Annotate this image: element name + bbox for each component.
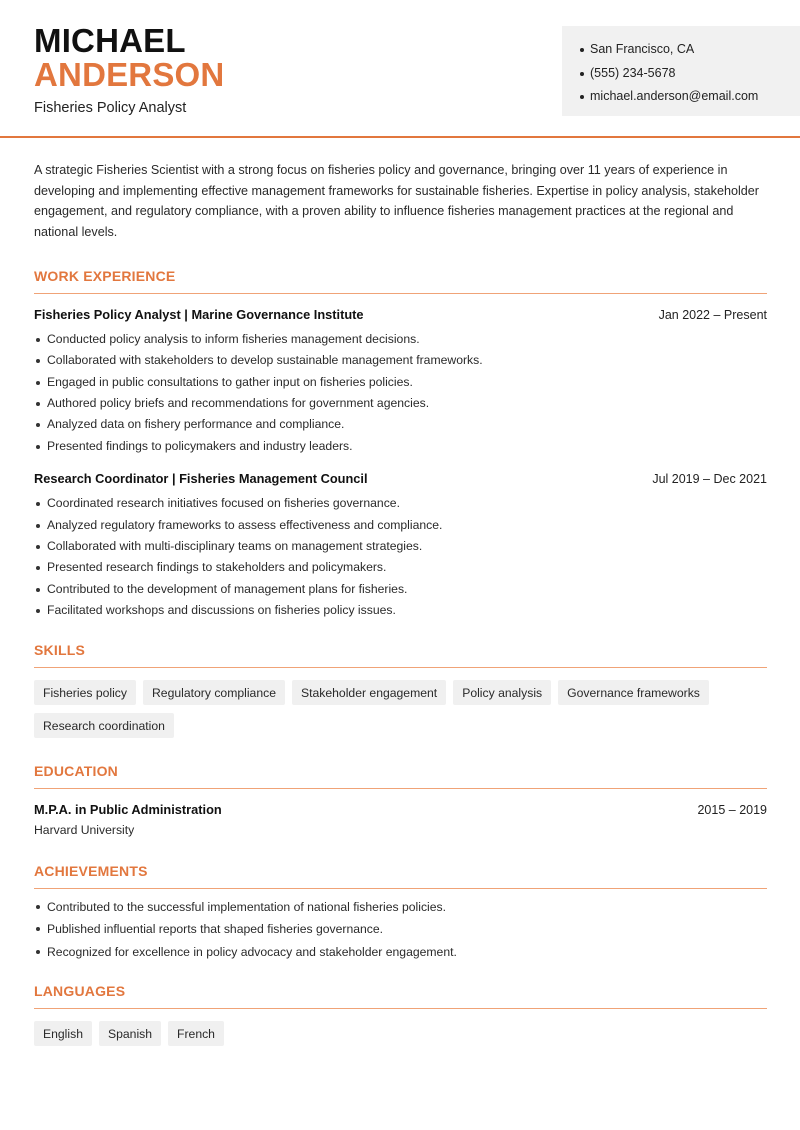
language-chip: Spanish bbox=[99, 1021, 161, 1046]
list-item: Analyzed regulatory frameworks to assess effectiveness and compliance. bbox=[34, 515, 767, 536]
list-item: Recognized for excellence in policy advocacy and stakeholder engagement. bbox=[34, 941, 767, 964]
job-bullets bbox=[34, 493, 767, 621]
list-item: Contributed to the successful implementation of national fisheries policies. bbox=[34, 896, 767, 919]
job-entry bbox=[34, 470, 767, 621]
skill-chip: Stakeholder engagement bbox=[292, 680, 446, 705]
achievements-section bbox=[34, 863, 767, 964]
first-name: MICHAEL bbox=[34, 22, 186, 59]
contact-box bbox=[562, 26, 800, 116]
skill-chip: Regulatory compliance bbox=[143, 680, 285, 705]
list-item: Collaborated with stakeholders to develop sustainable management frameworks. bbox=[34, 350, 767, 371]
language-chip: English bbox=[34, 1021, 92, 1046]
job-dates: Jan 2022 – Present bbox=[658, 307, 767, 322]
skill-chip: Fisheries policy bbox=[34, 680, 136, 705]
job-header bbox=[34, 306, 767, 324]
list-item: Presented research findings to stakeholders and policymakers. bbox=[34, 557, 767, 578]
job-entry bbox=[34, 306, 767, 457]
education-heading: EDUCATION bbox=[34, 763, 767, 789]
list-item: Presented findings to policymakers and industry leaders. bbox=[34, 436, 767, 457]
work-experience-heading: WORK EXPERIENCE bbox=[34, 268, 767, 294]
education-dates: 2015 – 2019 bbox=[697, 802, 767, 817]
job-bullets bbox=[34, 329, 767, 457]
degree: M.P.A. in Public Administration bbox=[34, 801, 222, 817]
work-experience-section bbox=[34, 268, 767, 622]
skill-chip: Governance frameworks bbox=[558, 680, 709, 705]
resume-content bbox=[34, 160, 767, 1046]
skill-chip: Policy analysis bbox=[453, 680, 551, 705]
contact-phone: (555) 234-5678 bbox=[580, 62, 800, 86]
skill-chip: Research coordination bbox=[34, 713, 174, 738]
school-name: Harvard University bbox=[34, 822, 135, 837]
job-role: Research Coordinator | Fisheries Management Council bbox=[34, 471, 368, 487]
job-title: Fisheries Policy Analyst bbox=[34, 100, 187, 116]
job-header bbox=[34, 470, 767, 488]
languages-heading: LANGUAGES bbox=[34, 983, 767, 1009]
last-name: ANDERSON bbox=[34, 56, 225, 93]
contact-email: michael.anderson@email.com bbox=[580, 85, 800, 109]
summary-text: A strategic Fisheries Scientist with a strong focus on fisheries policy and governance, bringing over 11 years of experience in developing and implementing effective management frameworks for sustainable fisheries. Expertise in policy analysis, stakeholder engagement, and regulatory compliance, with a proven ability to influence fisheries management practices at the regional and national levels. bbox=[34, 163, 759, 240]
list-item: Analyzed data on fishery performance and compliance. bbox=[34, 414, 767, 435]
resume-header bbox=[0, 0, 800, 138]
languages-section bbox=[34, 983, 767, 1046]
list-item: Published influential reports that shaped fisheries governance. bbox=[34, 918, 767, 941]
education-section bbox=[34, 763, 767, 838]
job-dates: Jul 2019 – Dec 2021 bbox=[652, 472, 767, 487]
list-item: Engaged in public consultations to gather input on fisheries policies. bbox=[34, 372, 767, 393]
achievements-list bbox=[34, 896, 767, 964]
languages-list bbox=[34, 1021, 714, 1046]
list-item: Authored policy briefs and recommendations for government agencies. bbox=[34, 393, 767, 414]
skills-list bbox=[34, 680, 714, 738]
list-item: Conducted policy analysis to inform fisheries management decisions. bbox=[34, 329, 767, 350]
achievements-heading: ACHIEVEMENTS bbox=[34, 863, 767, 889]
list-item: Contributed to the development of management plans for fisheries. bbox=[34, 579, 767, 600]
language-chip: French bbox=[168, 1021, 224, 1046]
contact-location: San Francisco, CA bbox=[580, 38, 800, 62]
skills-heading: SKILLS bbox=[34, 642, 767, 668]
list-item: Collaborated with multi-disciplinary teams on management strategies. bbox=[34, 536, 767, 557]
list-item: Coordinated research initiatives focused on fisheries governance. bbox=[34, 493, 767, 514]
job-role: Fisheries Policy Analyst | Marine Governance Institute bbox=[34, 306, 364, 322]
list-item: Facilitated workshops and discussions on fisheries policy issues. bbox=[34, 600, 767, 621]
education-header bbox=[34, 801, 767, 819]
skills-section bbox=[34, 642, 767, 738]
